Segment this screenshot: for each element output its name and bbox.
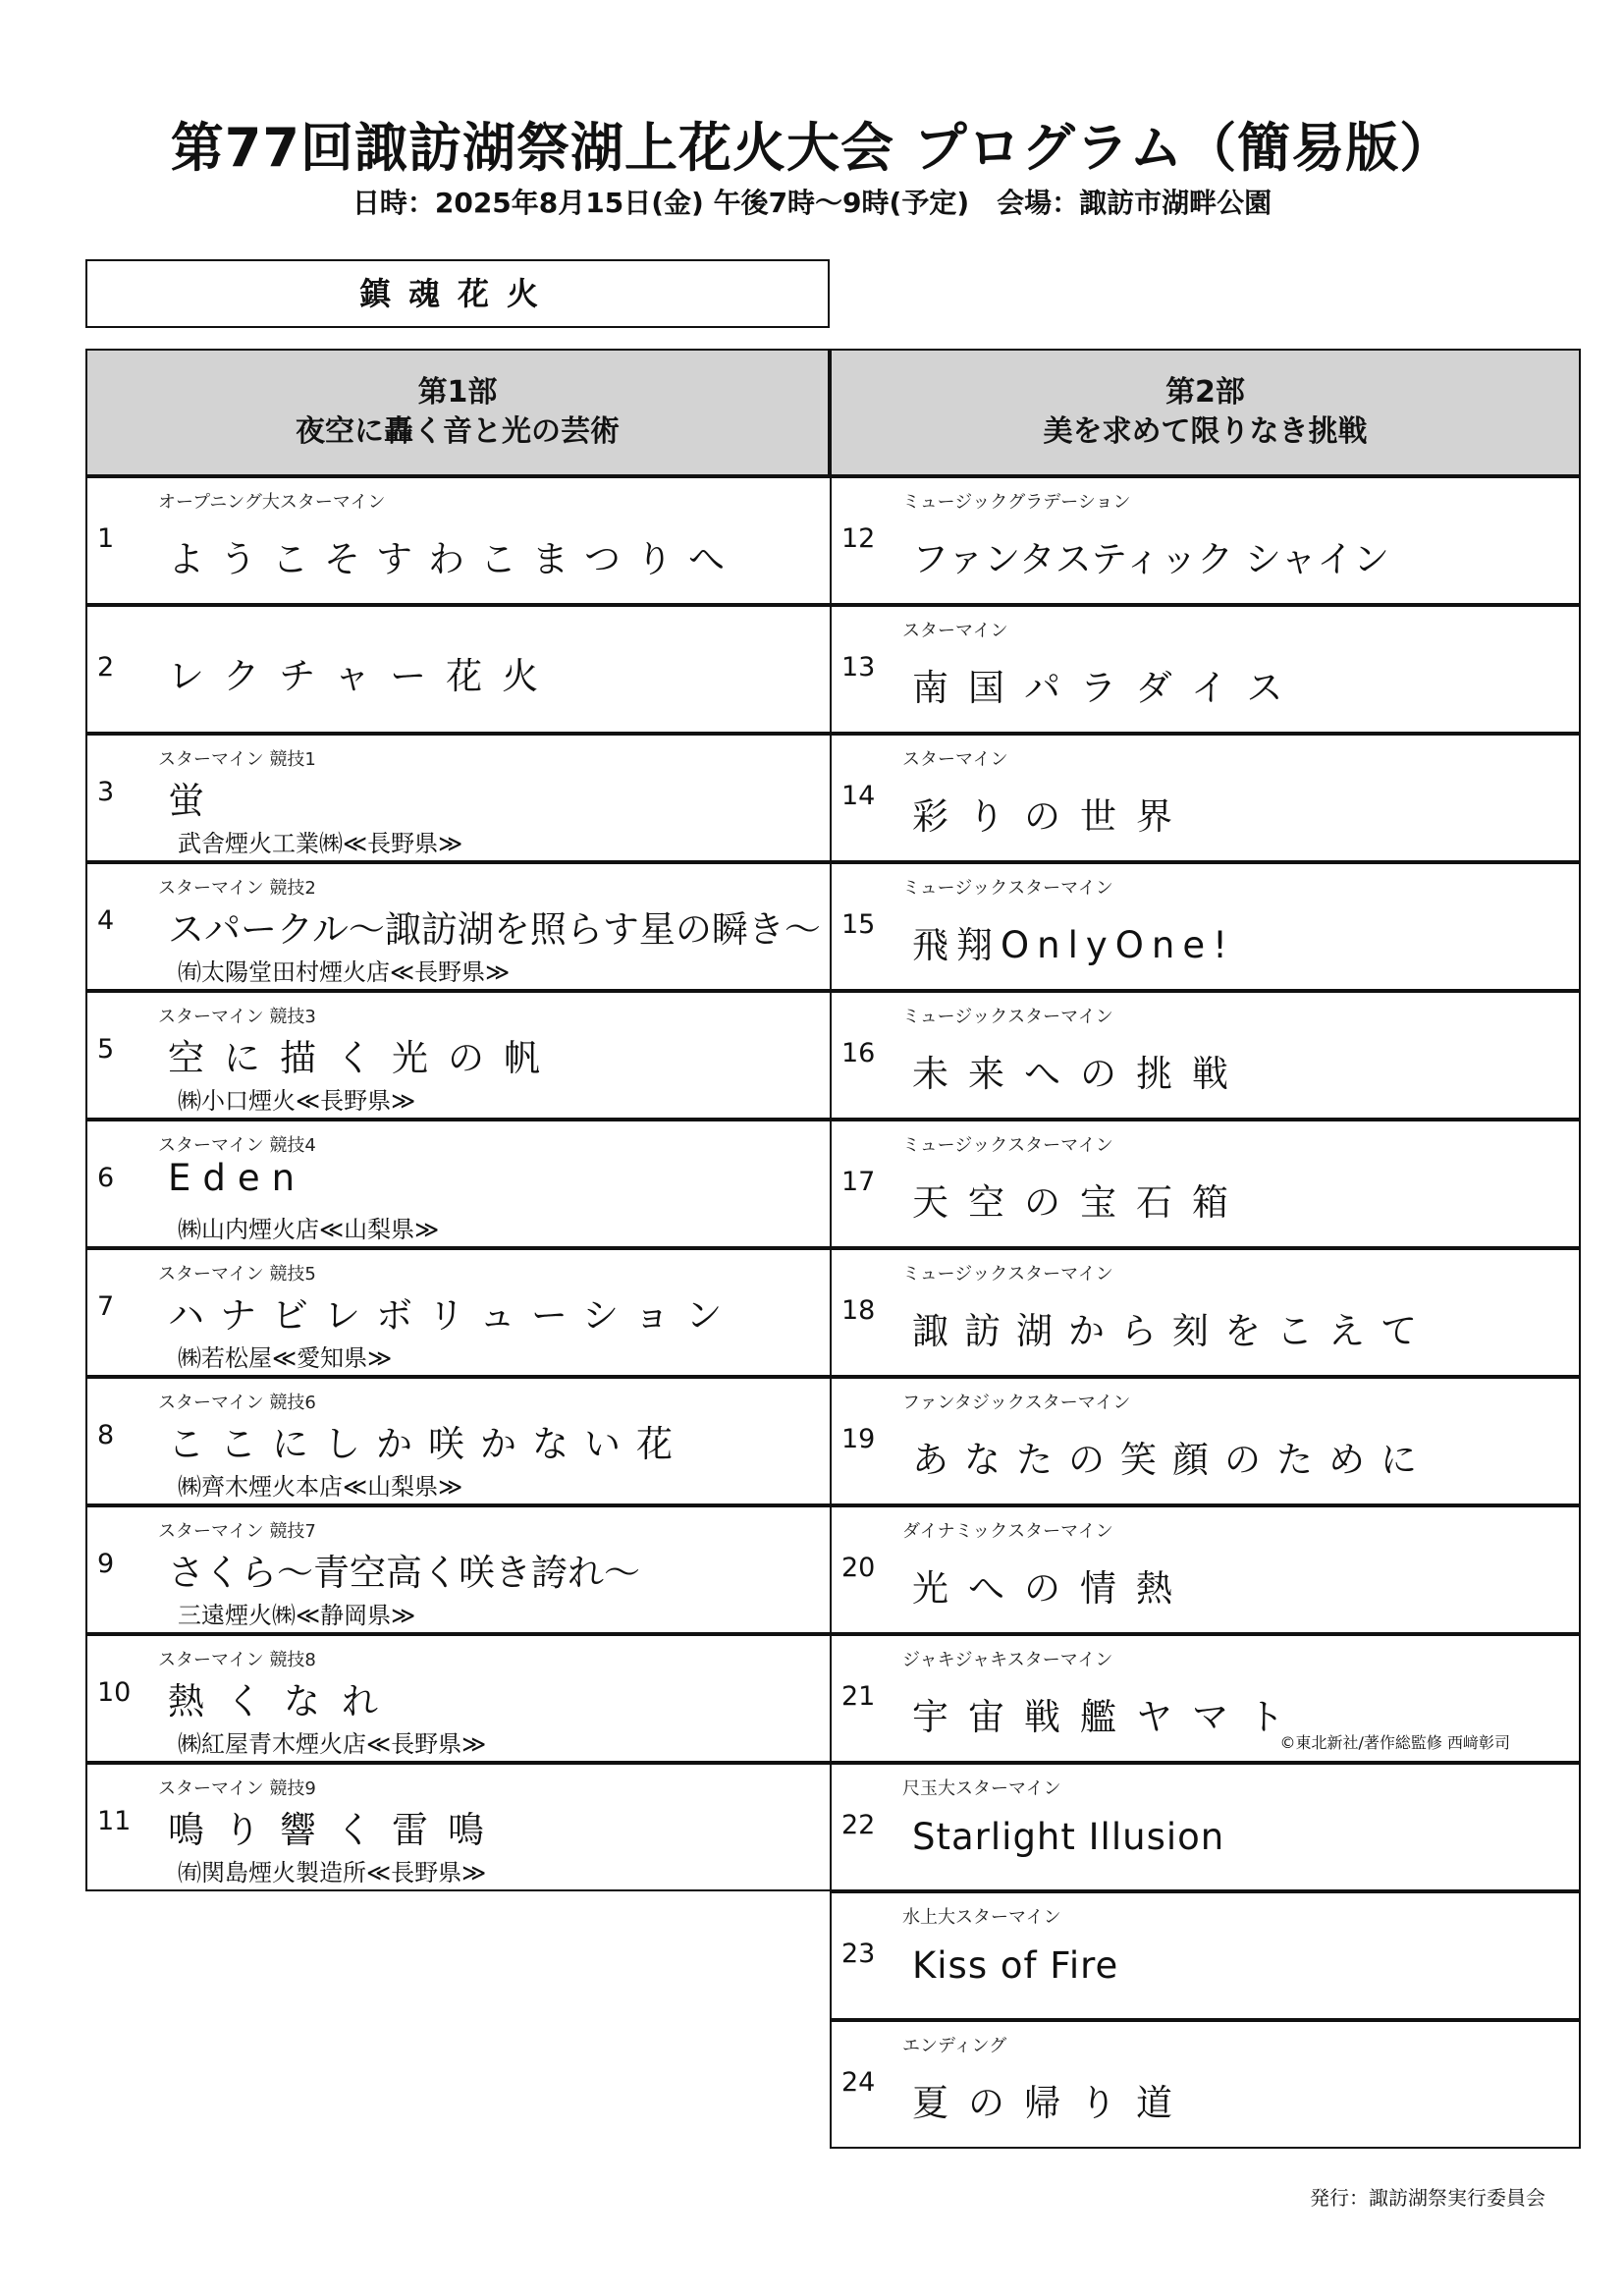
program-item xyxy=(85,1377,832,1505)
program-item xyxy=(85,1505,832,1634)
program-title: さくら～青空高く咲き誇れ～ xyxy=(168,1552,640,1594)
program-number: 13 xyxy=(841,652,876,683)
program-maker: 三遠煙火㈱≪静岡県≫ xyxy=(178,1602,416,1629)
program-maker: ㈱小口煙火≪長野県≫ xyxy=(178,1087,416,1115)
program-category: ミュージックグラデーション xyxy=(902,492,1131,513)
program-category: スターマイン 競技4 xyxy=(158,1135,316,1156)
program-number: 9 xyxy=(97,1549,115,1579)
program-number: 3 xyxy=(97,777,115,807)
program-category: スターマイン xyxy=(902,621,1008,641)
program-item xyxy=(830,991,1581,1120)
program-number: 16 xyxy=(841,1038,876,1068)
program-category: スターマイン 競技5 xyxy=(158,1264,316,1285)
program-item xyxy=(85,1120,832,1248)
program-title: ここにしか咲かない花 xyxy=(168,1423,688,1465)
program-item xyxy=(830,862,1581,991)
program-item xyxy=(85,605,832,734)
program-category: スターマイン 競技1 xyxy=(158,749,316,770)
program-category: スターマイン xyxy=(902,749,1008,770)
program-title: あなたの笑顔のために xyxy=(912,1439,1433,1481)
program-number: 4 xyxy=(97,905,115,936)
program-title: レクチャー花火 xyxy=(168,655,559,697)
program-number: 17 xyxy=(841,1167,876,1197)
program-item xyxy=(85,862,832,991)
program-number: 20 xyxy=(841,1553,876,1583)
part2-label: 第2部 xyxy=(1165,375,1245,410)
publisher-note: 発行：諏訪湖祭実行委員会 xyxy=(1310,2186,1545,2210)
program-category: ジャキジャキスターマイン xyxy=(902,1650,1113,1670)
program-category: スターマイン 競技8 xyxy=(158,1650,316,1670)
part2-theme: 美を求めて限りなき挑戦 xyxy=(1043,414,1368,449)
program-number: 5 xyxy=(97,1034,115,1065)
program-title: ようこそすわこまつりへ xyxy=(168,538,740,580)
program-category: スターマイン 競技3 xyxy=(158,1007,316,1027)
program-title: 鳴り響く雷鳴 xyxy=(168,1809,504,1851)
program-title: Starlight Illusion xyxy=(912,1816,1225,1858)
program-category: スターマイン 競技2 xyxy=(158,878,316,899)
program-item xyxy=(830,1248,1581,1377)
program-item xyxy=(830,1763,1581,1891)
program-title: 夏の帰り道 xyxy=(912,2082,1192,2124)
program-title: 飛翔OnlyOne! xyxy=(912,924,1235,966)
program-title: 天空の宝石箱 xyxy=(912,1181,1248,1224)
program-maker: ㈲関島煙火製造所≪長野県≫ xyxy=(178,1859,487,1886)
program-number: 22 xyxy=(841,1810,876,1840)
program-number: 21 xyxy=(841,1681,876,1712)
program-category: 水上大スターマイン xyxy=(902,1907,1061,1928)
program-maker: ㈱若松屋≪愛知県≫ xyxy=(178,1344,393,1372)
program-title: 彩りの世界 xyxy=(912,795,1192,838)
page-title: 第77回諏訪湖祭湖上花火大会 プログラム（簡易版） xyxy=(170,117,1454,179)
program-title: Eden xyxy=(168,1157,307,1199)
program-category: スターマイン 競技9 xyxy=(158,1778,316,1799)
part1-header xyxy=(85,349,830,476)
program-item xyxy=(85,991,832,1120)
program-item xyxy=(830,476,1581,605)
program-item xyxy=(830,1505,1581,1634)
program-item xyxy=(830,1377,1581,1505)
program-item xyxy=(830,605,1581,734)
program-title: 未来への挑戦 xyxy=(912,1053,1248,1095)
program-number: 12 xyxy=(841,523,876,554)
program-number: 15 xyxy=(841,909,876,940)
program-category: ミュージックスターマイン xyxy=(902,1007,1113,1027)
program-category: スターマイン 競技7 xyxy=(158,1521,316,1542)
program-category: 尺玉大スターマイン xyxy=(902,1778,1061,1799)
program-title: スパークル～諏訪湖を照らす星の瞬き～ xyxy=(168,908,821,951)
program-category: スターマイン 競技6 xyxy=(158,1393,316,1413)
program-number: 18 xyxy=(841,1295,876,1326)
program-category: ダイナミックスターマイン xyxy=(902,1521,1113,1542)
event-info: 日時：2025年8月15日(金) 午後7時～9時(予定) 会場：諏訪市湖畔公園 xyxy=(352,187,1272,219)
program-title: 蛍 xyxy=(168,780,226,822)
program-number: 6 xyxy=(97,1163,115,1193)
part1-label: 第1部 xyxy=(417,375,498,410)
program-number: 1 xyxy=(97,523,115,554)
program-title: 光への情熱 xyxy=(912,1567,1192,1610)
program-item xyxy=(85,476,832,605)
program-title: 諏訪湖から刻をこえて xyxy=(912,1310,1433,1352)
program-item xyxy=(830,2020,1581,2149)
program-maker: ㈲太陽堂田村煙火店≪長野県≫ xyxy=(178,958,511,986)
program-item xyxy=(85,1763,832,1891)
program-maker: ㈱紅屋青木煙火店≪長野県≫ xyxy=(178,1730,487,1758)
program-title: ハナビレボリューション xyxy=(168,1294,738,1337)
program-title: 南国パラダイス xyxy=(912,667,1303,709)
program-item xyxy=(85,734,832,862)
program-number: 19 xyxy=(841,1424,876,1454)
program-number: 10 xyxy=(97,1677,132,1708)
chinkon-header: 鎮魂花火 xyxy=(85,259,830,328)
copyright-note: ©東北新社/著作総監修 西﨑彰司 xyxy=(1279,1733,1510,1752)
part1-theme: 夜空に轟く音と光の芸術 xyxy=(296,414,620,449)
program-item xyxy=(85,1634,832,1763)
part2-header xyxy=(830,349,1581,476)
program-category: ファンタジックスターマイン xyxy=(902,1393,1131,1413)
program-number: 8 xyxy=(97,1420,115,1450)
program-number: 11 xyxy=(97,1806,132,1836)
program-maker: ㈱齊木煙火本店≪山梨県≫ xyxy=(178,1473,463,1501)
program-number: 14 xyxy=(841,781,876,811)
program-number: 7 xyxy=(97,1291,115,1322)
program-title: ファンタスティック シャイン xyxy=(912,538,1390,580)
program-title: 空に描く光の帆 xyxy=(168,1037,560,1079)
program-item xyxy=(830,1120,1581,1248)
program-number: 23 xyxy=(841,1939,876,1969)
program-title: Kiss of Fire xyxy=(912,1944,1119,1987)
program-title: 宇宙戦艦ヤマト xyxy=(912,1696,1304,1738)
program-category: ミュージックスターマイン xyxy=(902,1135,1113,1156)
program-number: 2 xyxy=(97,652,115,683)
program-item xyxy=(830,734,1581,862)
program-item xyxy=(830,1891,1581,2020)
program-category: ミュージックスターマイン xyxy=(902,1264,1113,1285)
program-number: 24 xyxy=(841,2067,876,2098)
program-category: オープニング大スターマイン xyxy=(158,492,386,513)
program-item xyxy=(85,1248,832,1377)
program-maker: ㈱山内煙火店≪山梨県≫ xyxy=(178,1216,440,1243)
program-category: ミュージックスターマイン xyxy=(902,878,1113,899)
program-maker: 武舎煙火工業㈱≪長野県≫ xyxy=(178,830,463,857)
program-title: 熱くなれ xyxy=(168,1680,400,1722)
program-category: エンディング xyxy=(902,2036,1007,2056)
program-item xyxy=(830,1634,1581,1763)
